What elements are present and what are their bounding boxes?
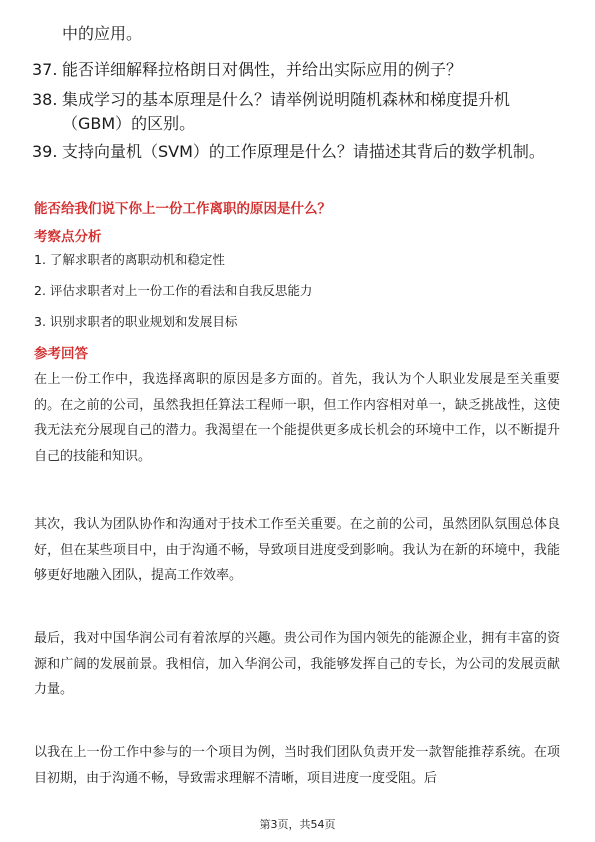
question-text: 支持向量机（SVM）的工作原理是什么？请描述其背后的数学机制。 [62, 142, 545, 161]
question-text: 集成学习的基本原理是什么？请举例说明随机森林和梯度提升机（GBM）的区别。 [62, 90, 511, 133]
analysis-point: 3. 识别求职者的职业规划和发展目标 [34, 314, 238, 329]
question-number: 39. [32, 142, 58, 161]
answer-paragraph: 在上一份工作中，我选择离职的原因是多方面的。首先，我认为个人职业发展是至关重要的。在之前的公司，虽然我担任算法工程师一职，但工作内容相对单一，缺乏挑战性，这使我无法充分展现自己的潜力。我渴望在一个能提供更多成长机会的环境中工作，以不断提升自己的技能和知识。 [34, 372, 560, 464]
answer-paragraph: 以我在上一份工作中参与的一个项目为例，当时我们团队负责开发一款智能推荐系统。在项目初期，由于沟通不畅，导致需求理解不清晰，项目进度一度受阻。后 [34, 745, 560, 786]
question-number: 37. [32, 60, 58, 79]
question-continuation: 中的应用。 [62, 24, 143, 43]
question-item-38 [32, 88, 552, 136]
page-number: 第3页，共54页 [259, 818, 336, 831]
analysis-point: 1. 了解求职者的离职动机和稳定性 [34, 252, 225, 267]
interview-question-heading: 能否给我们说下你上一份工作离职的原因是什么？ [34, 201, 331, 217]
answer-paragraph: 最后，我对中国华润公司有着浓厚的兴趣。贵公司作为国内领先的能源企业，拥有丰富的资源和广阔的发展前景。我相信，加入华润公司，我能够发挥自己的专长，为公司的发展贡献力量。 [34, 631, 560, 697]
question-number: 38. [32, 90, 58, 109]
answer-paragraph: 其次，我认为团队协作和沟通对于技术工作至关重要。在之前的公司，虽然团队氛围总体良好，但在某些项目中，由于沟通不畅，导致项目进度受到影响。我认为在新的环境中，我能够更好地融入团队，提高工作效率。 [34, 517, 560, 583]
analysis-point: 2. 评估求职者对上一份工作的看法和自我反思能力 [34, 283, 313, 298]
question-text: 能否详细解释拉格朗日对偶性，并给出实际应用的例子？ [62, 60, 463, 79]
analysis-heading: 考察点分析 [34, 229, 102, 245]
answer-heading: 参考回答 [34, 346, 88, 362]
question-item-39 [32, 140, 552, 164]
question-item-37 [32, 58, 552, 82]
